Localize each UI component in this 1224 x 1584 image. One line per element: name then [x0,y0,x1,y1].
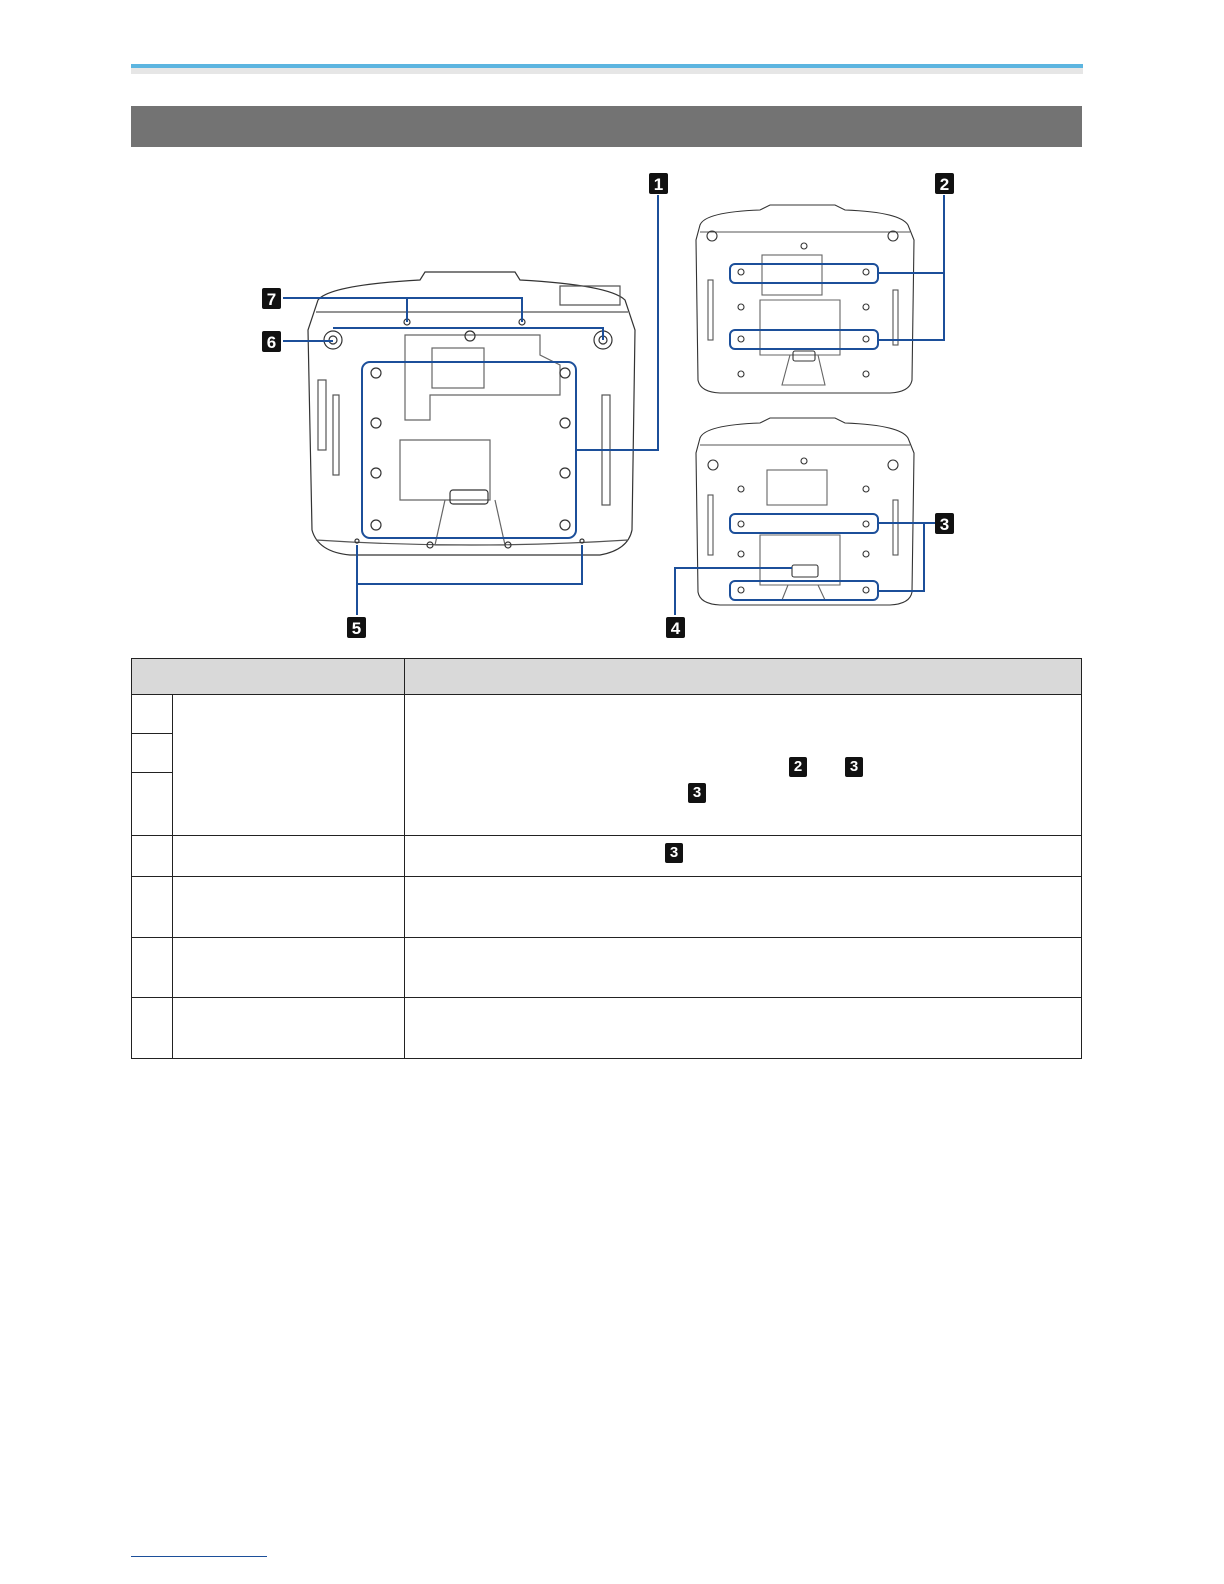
callout-3: 3 [939,515,950,534]
header-rule-shadow [131,68,1083,74]
callout-6: 6 [266,333,277,352]
row-description [405,998,1082,1059]
callout-2: 2 [939,175,950,194]
table-row [132,836,1082,877]
inline-ref-badge: 3 [845,757,863,777]
projector-view-bottom-right [696,418,914,605]
row-description [405,877,1082,938]
row-number [132,836,173,877]
table-row [132,998,1082,1059]
parts-table [131,658,1082,1059]
row-description [405,938,1082,998]
projector-main-view [308,272,635,555]
callout-5: 5 [351,619,362,638]
row-number [132,998,173,1059]
table-row [132,695,1082,734]
callout-1: 1 [653,175,664,194]
inline-ref-badge: 2 [789,757,807,777]
inline-ref-badge: 3 [665,843,683,863]
row-name [173,998,405,1059]
row-number [132,695,173,734]
callout-7: 7 [266,290,277,309]
callout-badges [262,173,954,638]
row-number [132,773,173,836]
footer-link-rule [131,1556,267,1557]
inline-ref-badge: 3 [688,783,706,803]
row-name [173,877,405,938]
row-description [405,695,1082,836]
row-number [132,734,173,773]
table-row [132,938,1082,998]
projector-view-top-right [696,205,914,393]
callout-leaders [283,195,944,615]
callout-4: 4 [670,619,681,638]
row-description [405,836,1082,877]
row-name [173,836,405,877]
row-number [132,938,173,998]
projector-bottom-diagram [240,165,970,645]
row-name [173,695,405,836]
row-name [173,938,405,998]
table-header-name [132,659,405,695]
table-row [132,877,1082,938]
table-header-description [405,659,1082,695]
section-title-bar [131,106,1082,147]
row-number [132,877,173,938]
table-header-row [132,659,1082,695]
